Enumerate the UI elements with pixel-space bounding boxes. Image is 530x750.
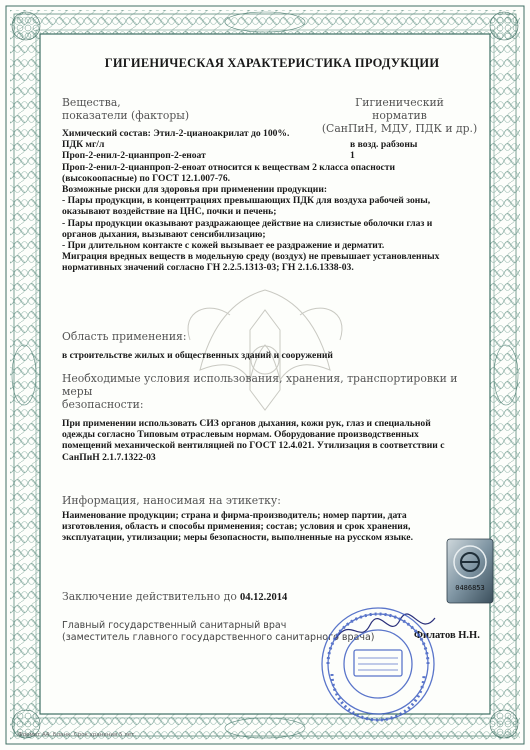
label-info-label: Информация, наносимая на этикетку:	[62, 494, 281, 507]
form-footer-note: Формат А4. Бланк. Срок хранения 5 лет.	[18, 732, 137, 738]
norm-label: Гигиенический норматив (СанПиН, МДУ, ПДК и др.)	[321, 96, 478, 135]
application-label: Область применения:	[62, 330, 187, 343]
composition-block: Химический состав: Этил-2-цианоакрилат до 100%. ПДК мг/л Проп-2-енил-2-цианпроп-2-еноат Проп-2-енил-2-цианпроп-2-еноат относится к веществам 2 класса опасности (высокоопасные) по ГОСТ 12.1.007-76. Возможные риски для здоровья при применении продукции: - Пары продукции, в концентрациях превышающих ПДК для воздуха рабочей зоны, оказывают воздействие на ЦНС, почки и печень; - Пары продукции оказывают раздражающее действие на слизистые оболочки глаз и органов дыхания, вызывают сенсибилизацию; - При длительном контакте с кожей вызывает ее раздражение и дерматит. Миграция вредных веществ в модельную среду (воздух) не превышает установленных нормативных значений согласно ГН 2.2.5.1313-03; ГН 2.1.6.1338-03.	[62, 128, 440, 274]
document-title: ГИГИЕНИЧЕСКАЯ ХАРАКТЕРИСТИКА ПРОДУКЦИИ	[104, 56, 440, 70]
conditions-label: Необходимые условия использования, хранения, транспортировки и меры безопасности:	[62, 372, 458, 411]
conditions-text: При применении использовать СИЗ органов дыхания, кожи рук, глаз и специальной одежды согласно Типовым отраслевым нормам. Оборудование производственных помещений механической вентиляцией по ГОСТ 12.4.021. Утилизация в соответствии с СанПиН 2.1.7.1322-03	[62, 418, 445, 463]
signatory-title: Главный государственный санитарный врач (заместитель главного государственного санитарного врача)	[62, 620, 375, 643]
signatory-name: Филатов Н.Н.	[414, 630, 480, 641]
substances-label: Вещества, показатели (факторы)	[62, 96, 190, 122]
validity-date: 04.12.2014	[240, 592, 288, 603]
label-info-text: Наименование продукции; страна и фирма-производитель; номер партии, дата изготовления, область и способы применения; состав; условия и срок хранения, эксплуатации, утилизации; меры безопасности, выполненные на русском языке.	[62, 510, 413, 544]
pdk-value-label: в возд. рабзоны 1	[350, 139, 418, 162]
application-text: в строительстве жилых и общественных зданий и сооружений	[62, 350, 333, 361]
hologram-sticker	[446, 538, 494, 604]
validity-label: Заключение действительно до	[62, 590, 237, 603]
hologram-number: 0486853	[455, 584, 485, 592]
official-seal	[318, 604, 438, 724]
